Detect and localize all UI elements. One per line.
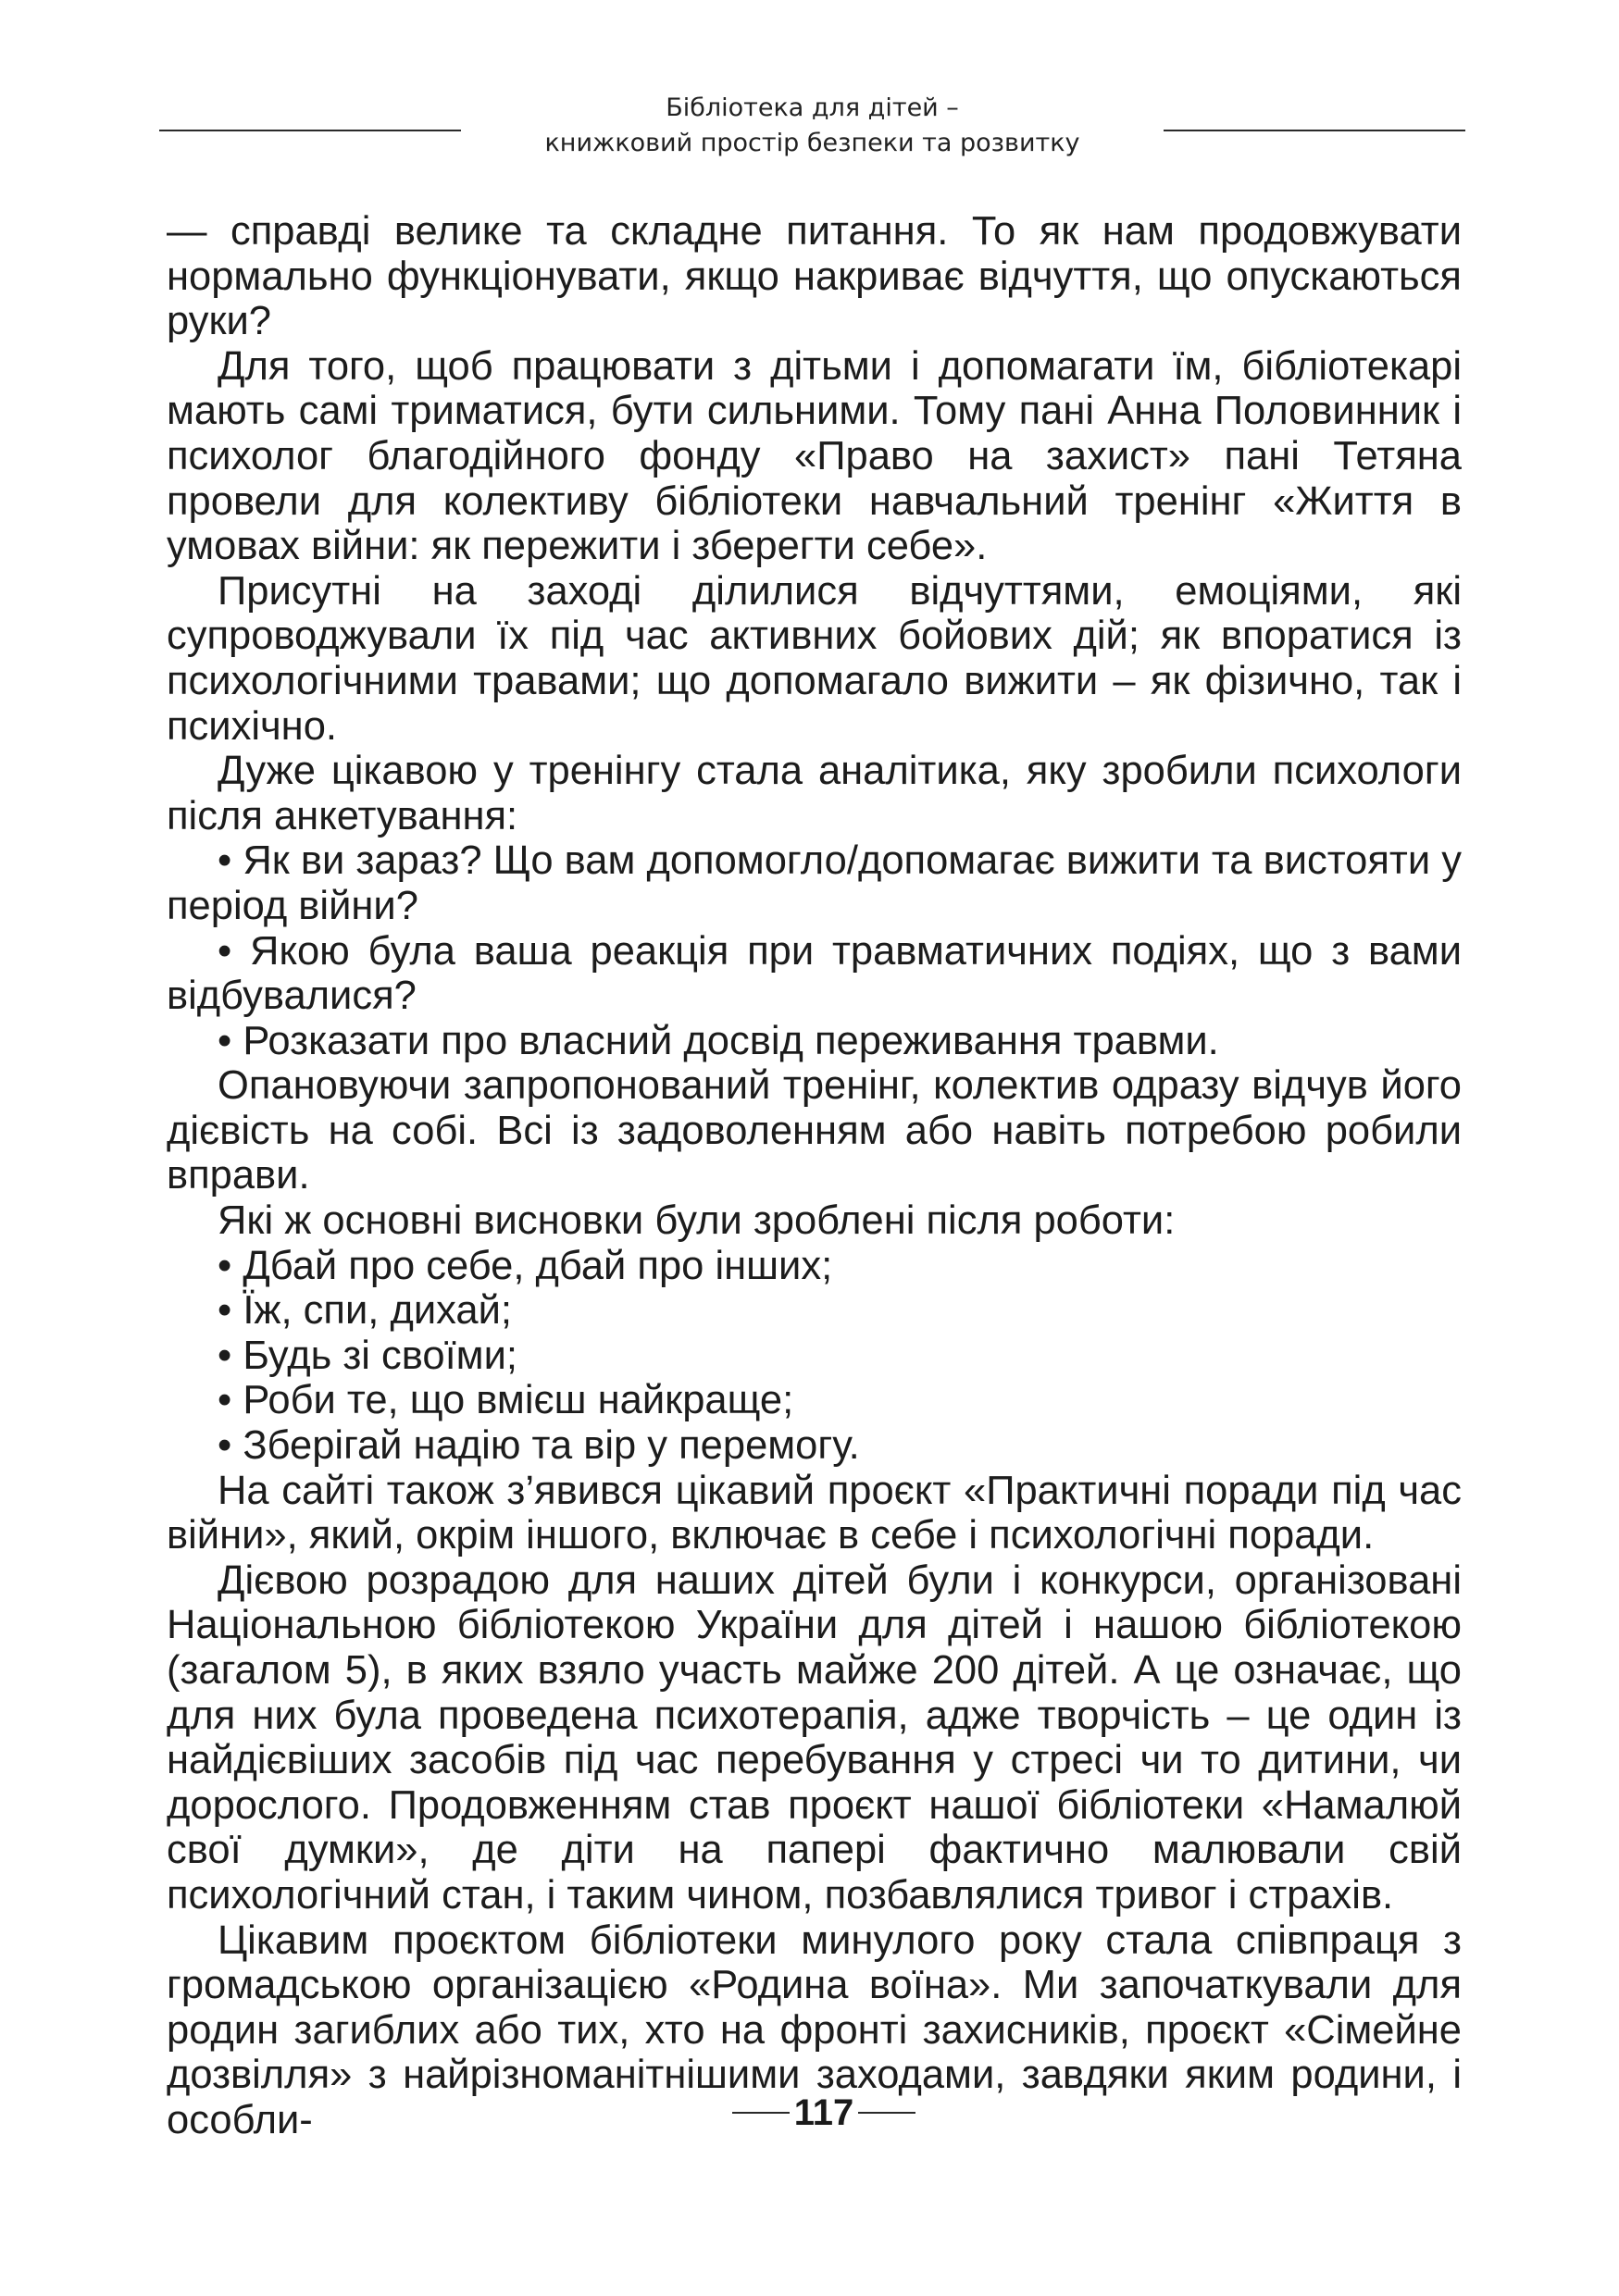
bullet-item: • Як ви зараз? Що вам допомогло/допомагає вижити та вистояти у період війни? bbox=[167, 838, 1462, 928]
bullet-item: • Зберігай надію та вір у перемогу. bbox=[218, 1423, 860, 1469]
paragraph: На сайті також з’явився цікавий проєкт «Практичні поради під час війни», який, окрім іншого, включає в себе і психологічні поради. bbox=[167, 1468, 1462, 1558]
bullet-item: • Розказати про власний досвід переживання травми. bbox=[218, 1018, 1219, 1063]
paragraph: — справді велике та складне питання. То як нам продовжувати нормально функціонувати, якщо накриває відчуття, що опускаються руки? bbox=[167, 209, 1462, 344]
header-title-line2: книжковий простір безпеки та розвитку bbox=[544, 129, 1080, 157]
page-number: 117 bbox=[793, 2092, 854, 2133]
page-body bbox=[167, 209, 1462, 2143]
footer-rule-right bbox=[858, 2112, 915, 2114]
paragraph: Дієвою розрадою для наших дітей були і конкурси, організовані Національною бібліотекою України для дітей і нашою бібліотекою (загалом 5), в яких взяло участь майже 200 дітей. А це означає, що для них була проведена психотерапія, адже творчість – це один із найдієвіших засобів під час перебування у стресі чи то дитини, чи дорослого. Продовженням став проєкт нашої бібліотеки «Намалюй свої думки», де діти на папері фактично малювали свій психологічний стан, і таким чином, позбавлялися тривог і страхів. bbox=[167, 1558, 1462, 1917]
paragraph: Цікавим проєктом бібліотеки минулого року стала співпраця з громадською організацією «Родина воїна». Ми започаткували для родин загиблих або тих, хто на фронті захисників, проєкт «Сімейне дозвілля» з найрізноманітнішими заходами, завдяки яким родини, і особли- bbox=[167, 1917, 1462, 2142]
page-footer bbox=[0, 2090, 1619, 2136]
paragraph: Опановуючи запропонований тренінг, колектив одразу відчув його дієвість на собі. Всі із задоволенням або навіть потребою робили вправи. bbox=[167, 1063, 1462, 1198]
bullet-item: • Якою була ваша реакція при травматичних подіях, що з вами відбувалися? bbox=[167, 928, 1462, 1019]
bullet-item: • Будь зі своїми; bbox=[218, 1333, 517, 1378]
bullet-item: • Роби те, що вмієш найкраще; bbox=[218, 1378, 794, 1423]
header-rule-left bbox=[159, 130, 461, 131]
header-title-line1: Бібліотека для дітей – bbox=[666, 93, 959, 122]
paragraph: Які ж основні висновки були зроблені після роботи: bbox=[218, 1198, 1176, 1244]
paragraph: Для того, щоб працювати з дітьми і допомагати їм, бібліотекарі мають самі триматися, бути сильними. Тому пані Анна Половинник і психолог благодійного фонду «Право на захист» пані Тетяна провели для колективу бібліотеки навчальний тренінг «Життя в умовах війни: як пережити і зберегти себе». bbox=[167, 343, 1462, 569]
header-rule-right bbox=[1164, 130, 1465, 131]
running-header bbox=[0, 91, 1619, 165]
running-header-title bbox=[461, 91, 1164, 161]
paragraph: Дуже цікавою у тренінгу стала аналітика, яку зробили психологи після анкетування: bbox=[167, 749, 1462, 838]
paragraph: Присутні на заході ділилися відчуттями, емоціями, які супроводжували їх під час активних бойових дій; як впоратися із психологічними травами; що допомагало вижити – як фізично, так і психічно. bbox=[167, 568, 1462, 749]
bullet-item: • Їж, спи, дихай; bbox=[218, 1288, 512, 1334]
bullet-item: • Дбай про себе, дбай про інших; bbox=[218, 1243, 833, 1288]
footer-rule-left bbox=[732, 2112, 790, 2114]
